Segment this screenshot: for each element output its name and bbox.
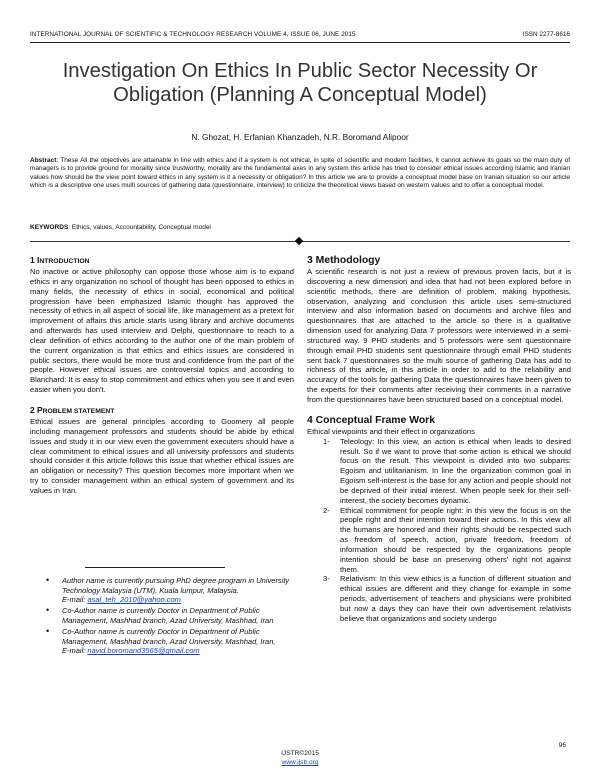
abstract-text: : These All the objectives are attainable in line with ethics and if a system is not ethical, in spite of scientific and modern facilities, it cannot achieve its goals so the main duty of managers is to provide ground for morality since trustworthy, morality are the fundamental axes in any system this article has tried to consider ethical issues according Islamic and Iranian values how should be the view point toward ethics in any system is it a necessity or obligation? In this article we are to provide a conceptual model base on Iranian situation so our article which is a descriptive one uses multi sources of gathering data (questionnaire, interview) to criticize the theoretical views based on western values and to offer a conceptual model. (30, 157, 570, 189)
list-item: 1- Teleology: In this view, an action is ethical when leads to desired result. So if we want to prove that some action is ethical we should focus on the result. This viewpoint is divided into two subparts: Egoism and utilitarianism. In line the organization common goal in Egoism self-interest is the base for any action and people should not be deprived of their initial interest. When people seek for their self-interest, the society becomes dynamic. (323, 436, 571, 505)
bullet-icon: • (46, 605, 50, 616)
issn-header: ISSN 2277-8616 (522, 31, 570, 38)
bullet-icon: • (46, 575, 50, 585)
page-number: 96 (558, 742, 566, 749)
footer-code: IJSTR©2015 (281, 750, 319, 757)
introduction-body: No inactive or active philosophy can oppose those whose aim is to expand ethics in any organization no school of thought has been opposed to ethics in many fields, the necessity of ethics in social, economical and political progression have been emphasized Islamic thought has approved the necessity of ethics in all aspect of social life, like management as a pretext for improvement of affairs this article starts using library and archive documents and afterwards has used interview and Delphi, questionnaire to reach to a clear definition of ethics according to the author one of the main problem of the current organization is that ethics and ethics issues are considered in public sectors, there would be more trust and confidence from the part of the people. However ethical issues are controversial topics and according to Blanchard: It is easy to stop commitment and ethics when you see it and even easier when you don't. (30, 267, 294, 395)
abstract-label: Abstract (30, 157, 57, 164)
footnote-divider (85, 567, 225, 568)
journal-header: INTERNATIONAL JOURNAL OF SCIENTIFIC & TECHNOLOGY RESEARCH VOLUME 4, ISSUE 06, JUNE 2015 (30, 31, 356, 38)
abstract (30, 157, 570, 190)
framework-intro: Ethical viewpoints and their effect in organizations (307, 426, 475, 436)
keywords-label: KEYWORDS (30, 224, 69, 231)
journal-site-link[interactable]: www.ijstr.org (281, 759, 319, 766)
authors: N. Ghozat, H. Erfanian Khanzadeh, N.R. Boromand Alipoor (191, 132, 409, 142)
author-email-link[interactable]: asal_teh_2010@yahoo.com (87, 595, 181, 605)
methodology-body: A scientific research is not just a review of previous proven facts, but it is discovering a new dimension and idea that had not been explored before in scientific methods, there are definition of problem, making hypothesis, observation, analyzing and conclusion this article uses semi-structured interview and also information based on documents and archive files and questionnaires that are attached to the article so there is a qualitative dimension used for analyzing Data 7 professors were interviewed in a semi-structured way. 9 PHD students and 5 professors were sent questionnaire through email PHD students sent questionnaire through email PHD students sent back 7 questionnaires so the multi source of gathering Data has add to richness of this article, in this article in order to add to the reliability and accuracy of the tools for gathering Data the questionnaires have been given to the experts for their comments after receiving their comments in a narrative from the questionnaires have been structured based on a conceptual model. (307, 267, 571, 404)
footnote-item: • Co-Author name is currently Doctor in Department of Public Management, Mashhad branch, Azad University, Mashhad, Iran (46, 605, 274, 625)
problem-statement-body: Ethical issues are general principles according to Goomery all people including management professors and students should be abide by ethical issues and study it in our view even the government executers should have a clear commitment to ethical issues and all university professors and students should consider it this article follows this issue that whether ethical issues are an obligation or necessity? This question becomes more important when we try to consider management within an ethical system of government and its values in Iran. (30, 416, 294, 495)
left-column (30, 255, 294, 496)
right-column (307, 255, 571, 624)
list-item: 3- Relativism: In this view ethics is a function of different situation and ethical issues are different and they change for example in some periods, advertisement of teachers and physicians were prohibited but now a days they can have their own advertisement relativists believe that organizations and society undergo (323, 574, 571, 623)
footnote-item: • Co-Author name is currently Doctor in Department of Public Management, Mashhad branch, Azad University, Mashhad, Iran, E-mail: navid.boromand3565@gmail.com (46, 625, 276, 656)
divider-diamond-icon (295, 237, 303, 245)
section-heading-problem-statement: 2 PROBLEM STATEMENT (30, 404, 115, 415)
section-heading-methodology: 3 Methodology (307, 255, 381, 266)
footnote-item: • Author name is currently pursuing PhD degree program in University Technology Malaysia (UTM), Kuala lumpur, Malaysia. E-mail: asal_teh_2010@yahoo.com (46, 575, 290, 605)
section-heading-introduction: 1 INTRODUCTION (30, 255, 90, 265)
header-divider (30, 42, 570, 43)
footnotes (30, 576, 294, 657)
bullet-icon: • (46, 625, 50, 636)
section-heading-conceptual-framework: 4 Conceptual Frame Work (307, 414, 435, 426)
coauthor-email-link[interactable]: navid.boromand3565@gmail.com (87, 646, 200, 656)
list-item: 2- Ethical commitment for people right: in this view the focus is on the people right and their intention toward their actions. In this view all the humans are honored and their rights should be respected such as freedom of speech, action, private freedom, freedom of information should be respected by the organizations people intention should be base on preserving others' right not against them. (323, 505, 571, 574)
paper-title: Investigation On Ethics In Public Sector Necessity Or Obligation (Planning A Conceptual Model) (62, 60, 538, 106)
viewpoint-list (307, 437, 571, 624)
keywords (30, 224, 570, 231)
footer-site (0, 759, 600, 766)
keywords-text: : Ethics, values, Accountability, Conceptual model (68, 224, 211, 231)
